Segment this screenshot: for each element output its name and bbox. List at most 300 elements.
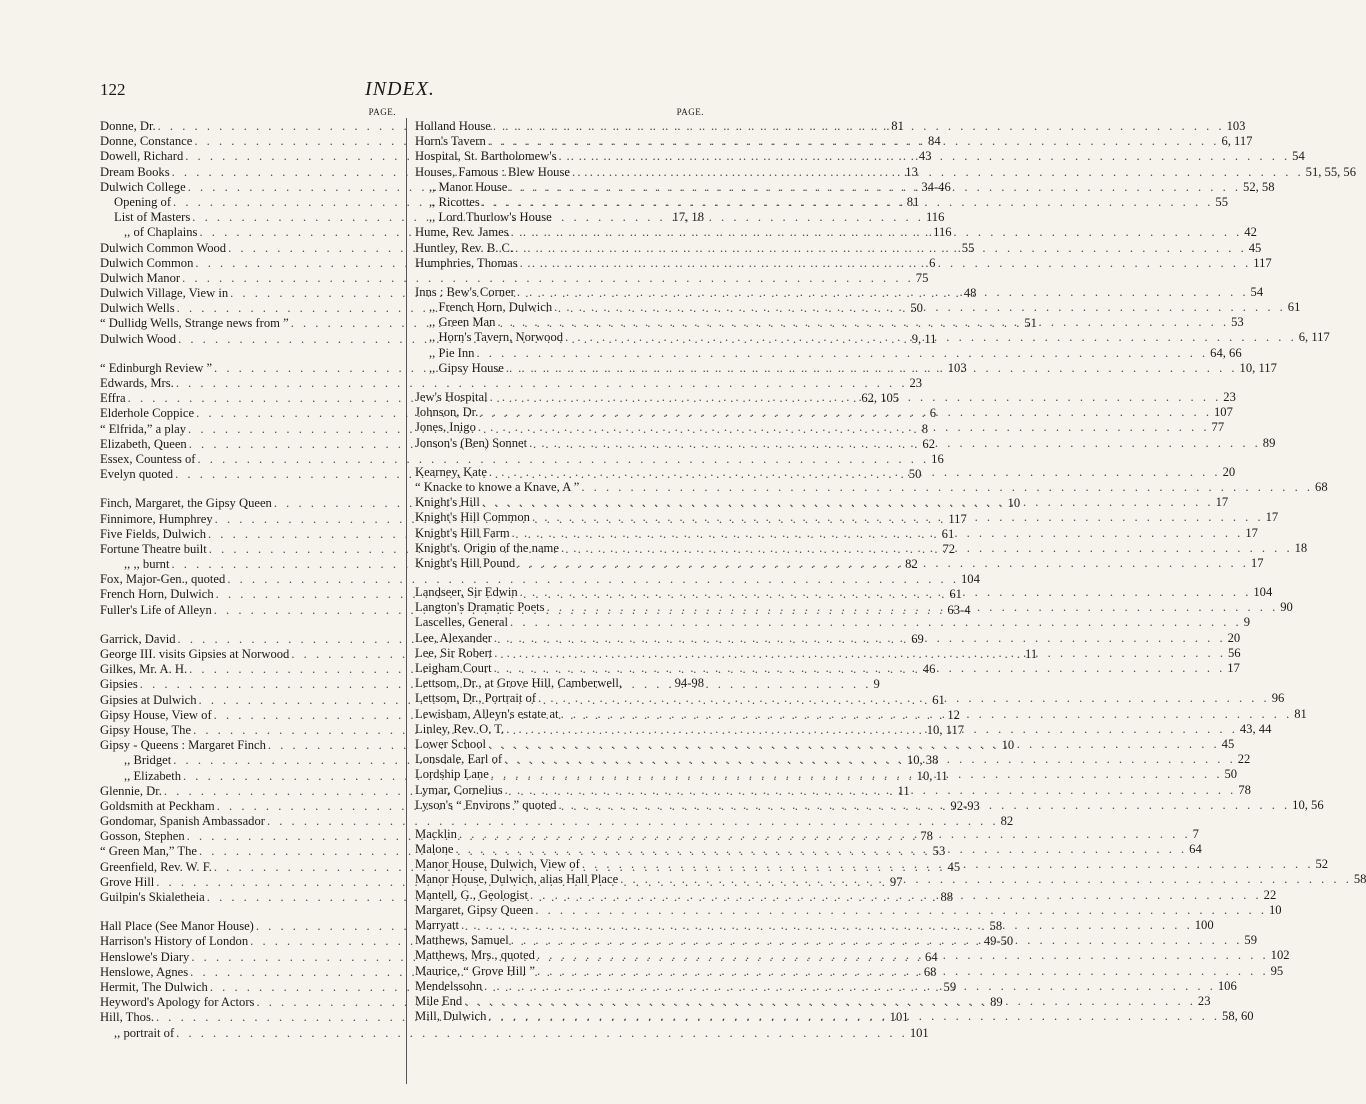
leader-dots xyxy=(492,646,1228,661)
index-entry-term: Essex, Countess of xyxy=(100,451,196,466)
index-entry-term: Dulwich Wood xyxy=(100,331,177,346)
index-entry-term: Hill, Thos. xyxy=(100,1010,154,1025)
leader-dots xyxy=(518,585,1254,600)
index-entry-term: ,, of Chaplains xyxy=(124,225,198,240)
index-entry-term: Hall Place (See Manor House) xyxy=(100,919,254,934)
index-entry-term: List of Masters xyxy=(114,210,191,225)
index-entry-term: ,, Ricottes xyxy=(429,194,480,209)
index-entry-page: 50 xyxy=(1224,767,1238,782)
index-entry-page: 103 xyxy=(947,360,967,375)
index-entry-page: 58, 60 xyxy=(1222,1009,1254,1024)
index-entry-page: 54 xyxy=(1292,149,1305,164)
index-entry-term: Elizabeth, Queen xyxy=(100,436,187,451)
index-entry-term: Gipsy - Queens : Margaret Finch xyxy=(100,738,266,753)
column-divider xyxy=(406,118,407,1084)
index-entry-term: Dulwich Wells xyxy=(100,301,175,316)
page-number: 122 xyxy=(100,80,126,99)
leader-dots xyxy=(457,827,1193,842)
leader-dots xyxy=(559,541,1295,556)
index-entry-term: Five Fields, Dulwich xyxy=(100,526,206,541)
index-entry-term: Johnson, Dr. xyxy=(415,405,479,420)
index-entry-page: 89 xyxy=(1262,435,1276,450)
index-entry-term: ,, Lord Thurlow's House xyxy=(429,210,552,225)
index-entry-page: 104 xyxy=(961,572,980,587)
index-entry-term: Margaret, Gipsy Queen xyxy=(415,902,534,917)
index-entry-page: 6 xyxy=(929,255,936,270)
index-entry-term: “ Elfrida,” a play xyxy=(100,421,187,436)
leader-dots xyxy=(536,691,1272,706)
index-entry-term: ,, Horn's Tavern, Norwood xyxy=(429,330,564,345)
index-entry-term: Mantell, G., Geologist xyxy=(415,887,528,902)
index-entry-page: 22 xyxy=(1263,887,1277,902)
index-entry-term: Jonson's (Ben) Sonnet xyxy=(415,435,528,450)
index-entry-page: 11 xyxy=(897,783,910,798)
index-entry-page: 69 xyxy=(911,631,924,646)
index-entry-page: 11 xyxy=(1025,647,1038,661)
index-entry-page: 9, 11 xyxy=(911,331,937,346)
index-entry-term: Donne, Dr. xyxy=(100,119,156,133)
index-entry-term: Finnimore, Humphrey xyxy=(100,511,213,526)
index-entry-page: 13 xyxy=(905,164,918,179)
index-entry-term: ,, Pie Inn xyxy=(429,345,475,360)
index-entry-term: Dulwich College xyxy=(100,179,186,194)
leader-dots xyxy=(535,964,1271,979)
index-entry-page: 101 xyxy=(889,1010,909,1025)
index-entry-term: Lyson's “ Environs ” quoted xyxy=(415,797,557,812)
leader-dots xyxy=(504,361,1240,376)
index-entry-term: Horn's Tavern xyxy=(415,134,486,149)
index-entry-term: Harrison's History of London xyxy=(100,934,249,949)
index-entry-term: Manor House, Dulwich, View of xyxy=(415,857,580,872)
index-entry-term: Greenfield, Rev. W. F. xyxy=(100,859,212,874)
index-entry-page: 53 xyxy=(932,844,946,859)
index-entry-page: 20 xyxy=(1227,630,1241,645)
index-entry xyxy=(415,615,1250,630)
leader-dots xyxy=(559,707,1295,722)
index-entry-page: 43, 44 xyxy=(1239,721,1272,736)
index-entry xyxy=(415,255,1272,271)
index-entry-term: Langton's Dramatic Poets xyxy=(415,600,545,615)
index-entry-page: 62 xyxy=(922,436,935,451)
leader-dots xyxy=(552,300,1288,315)
index-entry-term: Humphries, Thomas xyxy=(415,255,518,270)
index-entry xyxy=(100,376,923,391)
index-entry-term: French Horn, Dulwich xyxy=(100,587,214,602)
index-entry-page: 55 xyxy=(1215,194,1228,209)
index-entry-page: 101 xyxy=(909,1025,929,1040)
index-entry-page: 12 xyxy=(947,707,960,722)
index-entry-term: Gondomar, Spanish Ambassador xyxy=(100,814,265,829)
index-entry-term: Evelyn quoted xyxy=(100,467,174,482)
index-entry-page: 49-50 xyxy=(983,934,1014,949)
leader-dots xyxy=(459,918,1195,933)
index-entry-page: 6, 117 xyxy=(1221,134,1253,149)
index-entry-term: Jones, Inigo xyxy=(415,420,476,435)
index-entry-page: 16 xyxy=(931,451,944,466)
index-entry-term: Dowell, Richard xyxy=(100,149,184,164)
index-entry-page: 81 xyxy=(1294,706,1307,721)
index-entry xyxy=(415,345,1242,361)
index-entry-page: 72 xyxy=(942,541,956,556)
index-entry-term: Goldsmith at Peckham xyxy=(100,798,215,813)
index-entry-term: Jew's Hospital xyxy=(415,390,488,404)
leader-dots xyxy=(492,631,1228,646)
index-entry-term: ,, Manor House xyxy=(429,179,508,194)
leader-dots xyxy=(174,1026,910,1041)
index-entry-term: Inns : Bew's Corner xyxy=(415,284,515,299)
index-entry-page: 17 xyxy=(1265,510,1279,525)
index-entry-term: George III. visits Gipsies at Norwood xyxy=(100,647,290,661)
index-entry xyxy=(415,405,1233,420)
leader-dots xyxy=(570,165,1306,180)
index-entry-term: Lewisham, Alleyn's estate at xyxy=(415,706,559,721)
index-section-gap xyxy=(100,347,396,361)
index-entry-page: 102 xyxy=(1270,948,1290,963)
index-entry-term: Knight's Hill Common xyxy=(415,510,530,525)
index-entry-term: Lower School xyxy=(415,736,486,751)
index-section-gap xyxy=(415,376,704,390)
index-entry-page: 77 xyxy=(1211,420,1225,435)
index-entry-page: 17 xyxy=(1250,555,1264,570)
leader-dots xyxy=(486,1009,1222,1024)
index-entry-page: 94-98 xyxy=(674,676,704,691)
leader-dots xyxy=(476,420,1212,435)
index-entry-page: 10 xyxy=(1269,902,1282,917)
index-entry-page: 58 xyxy=(1353,872,1366,887)
index-entry-term: ,, Bridget xyxy=(124,753,172,768)
index-entry-term: Lettsom, Dr., Portrait of xyxy=(415,691,537,706)
running-head: INDEX. xyxy=(365,78,435,100)
index-entry-page: 107 xyxy=(1214,405,1233,420)
index-entry-page: 55 xyxy=(961,240,975,255)
leader-dots xyxy=(530,510,1266,525)
leader-dots xyxy=(492,661,1228,676)
leader-dots xyxy=(556,798,1292,813)
index-entry-page: 34-46 xyxy=(921,179,951,194)
index-entry-term: Lascelles, General xyxy=(415,615,509,630)
index-entry-page: 8 xyxy=(921,421,928,436)
leader-dots xyxy=(478,405,1214,420)
leader-dots xyxy=(510,526,1246,541)
index-entry-page: 9 xyxy=(1243,615,1250,630)
index-entry-page: 10, 11 xyxy=(916,768,948,783)
index-entry-page: 10, 38 xyxy=(906,753,939,768)
index-entry-term: Hume, Rev. James xyxy=(415,225,509,240)
index-entry-term: Mill, Dulwich xyxy=(415,1009,487,1024)
index-entry-term: Malone xyxy=(415,842,454,857)
leader-dots xyxy=(579,480,1315,495)
index-entry-term: Linley, Rev. O. T. xyxy=(415,721,505,736)
index-entry-page: 50 xyxy=(908,467,922,482)
leader-dots xyxy=(533,903,1269,918)
leader-dots xyxy=(482,979,1218,994)
index-entry-page: 45 xyxy=(947,859,961,874)
index-entry-term: Dulwich Common xyxy=(100,255,194,270)
index-entry-page: 45 xyxy=(1248,240,1262,255)
index-entry-term: Landseer, Sir Edwin xyxy=(415,585,518,600)
index-entry-term: Henslowe's Diary xyxy=(100,949,190,964)
index-entry-term: Gipsies xyxy=(100,677,138,692)
index-entry-term: Knight's Hill Farm xyxy=(415,525,510,540)
index-entry-page: 42 xyxy=(1244,225,1257,240)
index-entry-term: Fortune Theatre built xyxy=(100,541,207,556)
leader-dots xyxy=(487,465,1223,480)
index-entry-page: 23 xyxy=(909,376,923,390)
index-entry-page: 64 xyxy=(925,949,938,964)
index-entry-term: Hospital, St. Bartholomew's xyxy=(415,149,557,164)
index-entry xyxy=(100,572,980,587)
index-entry-page: 6 xyxy=(929,406,937,421)
index-entry-term: Effra xyxy=(100,391,126,406)
leader-dots xyxy=(545,600,1281,615)
index-section-gap xyxy=(100,905,396,919)
index-entry-term: Dream Books xyxy=(100,164,170,179)
leader-dots xyxy=(474,346,1210,361)
index-entry-page: 10, 117 xyxy=(926,722,965,737)
leader-dots xyxy=(504,722,1240,737)
index-entry-term: Maurice, “ Grove Hill ” xyxy=(415,963,535,978)
index-section-gap xyxy=(100,618,396,632)
index-entry-term: Leigham Court xyxy=(415,661,492,675)
index-entry-term: “ Knacke to knowe a Knave, A ” xyxy=(415,479,580,494)
index-entry-page: 17 xyxy=(1227,661,1240,675)
index-entry-term: Matthews, Samuel xyxy=(415,933,509,948)
index-entry-term: ,, ,, burnt xyxy=(124,557,170,572)
page-column-label: PAGE. xyxy=(676,107,704,117)
index-entry-page: 81 xyxy=(906,194,920,209)
index-entry-page: 6, 117 xyxy=(1298,330,1330,345)
index-entry-term: Mile End xyxy=(415,993,463,1008)
index-entry-term: Huntley, Rev. B. C. xyxy=(415,240,514,255)
index-entry-page: 23 xyxy=(1197,993,1211,1008)
index-section-gap xyxy=(415,271,704,285)
leader-dots xyxy=(491,119,1227,134)
leader-dots xyxy=(535,948,1271,963)
index-entry-term: Dulwich Village, View in xyxy=(100,286,229,301)
index-entry-page: 90 xyxy=(1280,600,1293,615)
leader-dots xyxy=(488,390,1224,405)
index-section-gap xyxy=(415,571,704,585)
index-entry-term: Macklin xyxy=(415,826,457,841)
index-entry-term: ,, Elizabeth xyxy=(124,768,181,783)
index-entry-page: 63-4 xyxy=(947,602,971,617)
index-entry-page: 59 xyxy=(943,979,957,994)
index-entry-page: 61 xyxy=(949,587,962,602)
index-entry-page: 52, 58 xyxy=(1243,179,1275,194)
index-entry-page: 88 xyxy=(940,890,954,904)
index-section-gap xyxy=(100,482,396,496)
index-entry-page: 18 xyxy=(1294,540,1308,555)
index-entry-page: 84 xyxy=(928,134,941,149)
index-entry-page: 46 xyxy=(922,662,936,677)
index-entry-term: Hermit, The Dulwich xyxy=(100,979,208,994)
index-entry-term: “ Edinburgh Review ” xyxy=(100,360,213,375)
index-entry xyxy=(415,676,704,691)
index-entry-page: 116 xyxy=(933,225,952,240)
leader-dots xyxy=(480,195,1216,210)
index-entry-page: 61 xyxy=(1287,300,1301,315)
index-entry xyxy=(100,451,944,467)
index-entry-page: 54 xyxy=(1250,284,1264,299)
index-entry-term: Opening of xyxy=(114,194,172,209)
leader-dots xyxy=(507,180,1243,195)
index-entry-term: “ Dullidg Wells, Strange news from ” xyxy=(100,316,289,331)
leader-dots xyxy=(509,933,1245,948)
index-entry-page: 117 xyxy=(1253,255,1272,270)
index-entry xyxy=(415,902,1282,918)
index-entry-page: 59 xyxy=(1244,933,1258,948)
index-entry-page: 20 xyxy=(1222,464,1236,479)
index-entry-term: Gipsy House, View of xyxy=(100,707,212,722)
index-entry-term: Kearney, Kate xyxy=(415,464,487,479)
index-entry-term: Houses, Famous : Blew House xyxy=(415,164,570,179)
index-entry-page: 116 xyxy=(925,210,945,225)
index-entry-page: 48 xyxy=(963,286,977,301)
index-entry-page: 43 xyxy=(918,149,932,164)
index-entry-page: 92-93 xyxy=(950,798,980,813)
index-entry-page: 82 xyxy=(905,557,918,572)
leader-dots xyxy=(502,752,1238,767)
index-entry-term: Edwards, Mrs. xyxy=(100,376,174,390)
index-entry-page: 117 xyxy=(948,511,967,526)
index-entry-page: 81 xyxy=(891,119,904,133)
leader-dots xyxy=(518,256,1254,271)
index-entry-term: Fox, Major-Gen., quoted xyxy=(100,572,226,587)
index-entry-term: Knight's Hill Pound xyxy=(415,555,516,570)
leader-dots xyxy=(462,994,1198,1009)
index-entry-term: Manor House, Dulwich, alias Hall Place xyxy=(415,872,619,887)
index-entry-term: Gosson, Stephen xyxy=(100,829,185,844)
leader-dots xyxy=(503,783,1239,798)
index-entry-page: 95 xyxy=(1270,963,1284,978)
index-entry-page: 97 xyxy=(889,874,903,889)
index-entry-term: Grove Hill xyxy=(100,874,155,889)
index-entry-page: 10 xyxy=(1007,496,1021,511)
index-entry-term: Glennie, Dr. xyxy=(100,783,162,798)
index-entry-page: 68 xyxy=(923,964,937,979)
index-entry-page: 56 xyxy=(1227,645,1241,660)
index-entry-term: Elderhole Coppice xyxy=(100,406,195,421)
index-entry-page: 22 xyxy=(1237,752,1251,767)
leader-dots xyxy=(618,872,1354,887)
leader-dots xyxy=(580,857,1316,872)
leader-dots xyxy=(486,134,1222,149)
index-entry-page: 62, 105 xyxy=(861,391,900,406)
index-entry-page: 68 xyxy=(1315,479,1328,494)
index-entry-page: 64 xyxy=(1189,842,1202,857)
index-entry-page: 10, 56 xyxy=(1292,797,1324,812)
leader-dots xyxy=(513,241,1249,256)
index-entry-term: Matthews, Mrs., quoted xyxy=(415,948,535,963)
leader-dots xyxy=(453,842,1189,857)
index-entry-page: 61 xyxy=(932,692,945,707)
leader-dots xyxy=(489,767,1225,782)
leader-dots xyxy=(515,285,1251,300)
index-entry-page: 51, 55, 56 xyxy=(1305,164,1357,179)
index-entry-page: 78 xyxy=(920,829,933,844)
index-entry-page: 106 xyxy=(1217,978,1237,993)
index-entry-term: Knight's. Origin of the name xyxy=(415,540,559,555)
index-entry-term: Guilpin's Skialetheia xyxy=(100,890,205,904)
index-entry-page: 61 xyxy=(941,526,955,541)
leader-dots xyxy=(480,495,1216,510)
index-entry xyxy=(100,270,929,286)
page-column-label: PAGE. xyxy=(368,107,396,117)
leader-dots xyxy=(563,330,1299,345)
index-entry-term: Holland House xyxy=(415,119,491,133)
index-entry-page: 50 xyxy=(910,301,923,316)
index-section-gap xyxy=(415,451,704,465)
index-entry-term: Finch, Margaret, the Gipsy Queen xyxy=(100,496,272,511)
index-entry-page: 75 xyxy=(915,270,929,285)
index-entry-term: Gilkes, Mr. A. H. xyxy=(100,662,188,677)
index-entry xyxy=(100,1025,929,1041)
index-entry-page: 17, 18 xyxy=(672,210,704,225)
index-entry-page: 10 xyxy=(1001,738,1015,753)
index-entry-term: ,, Green Man xyxy=(429,315,496,330)
leader-dots xyxy=(528,888,1264,903)
index-entry-term: Gipsies at Dulwich xyxy=(100,692,197,707)
index-entry-term: Lordship Lane xyxy=(415,767,489,782)
index-entry-term: Knight's Hill xyxy=(415,495,480,510)
index-entry-term: Gipsy House, The xyxy=(100,722,192,737)
index-entry-term: Donne, Constance xyxy=(100,134,193,149)
index-entry-term: Lee, Sir Robert xyxy=(415,645,493,660)
leader-dots xyxy=(508,615,1244,630)
index-entry-term: Dulwich Manor xyxy=(100,270,181,285)
index-entry-page: 51 xyxy=(1024,316,1037,331)
index-entry xyxy=(415,479,1328,495)
index-entry-term: Lettsom, Dr., at Grove Hill, Camberwell, xyxy=(415,676,623,691)
index-entry-term: Dulwich Common Wood xyxy=(100,240,227,255)
index-entry-page: 64, 66 xyxy=(1210,345,1242,360)
index-entry-page: 52 xyxy=(1315,857,1329,872)
leader-dots xyxy=(515,556,1251,571)
index-entry-term: ,, portrait of xyxy=(114,1025,175,1040)
index-entry-page: 89 xyxy=(990,995,1003,1010)
index-entry-page: 104 xyxy=(1253,585,1273,600)
index-entry-page: 45 xyxy=(1221,736,1235,751)
index-entry xyxy=(100,814,1014,829)
index-entry-term: Henslowe, Agnes xyxy=(100,964,189,979)
leader-dots xyxy=(486,737,1222,752)
leader-dots xyxy=(495,315,1231,330)
index-entry-page: 53 xyxy=(1231,315,1244,330)
index-entry xyxy=(415,210,704,225)
leader-dots xyxy=(527,436,1263,451)
index-entry-term: ,, Gipsy House xyxy=(429,360,504,375)
leader-dots xyxy=(557,149,1293,164)
index-entry-page: 96 xyxy=(1271,691,1285,706)
index-entry-page: 17 xyxy=(1215,495,1229,510)
index-entry-page: 100 xyxy=(1194,918,1214,932)
index-entry-page: 23 xyxy=(1223,390,1236,404)
index-entry-term: Lonsdale, Earl of xyxy=(415,752,503,767)
index-entry-term: Garrick, David xyxy=(100,631,176,646)
index-entry-term: “ Green Man,” The xyxy=(100,844,197,859)
index-entry-term: Fuller's Life of Alleyn xyxy=(100,602,212,617)
index-entry-page: 58 xyxy=(989,919,1003,934)
index-entry-term: Lee, Alexander xyxy=(415,630,492,645)
index-entry-term: Heyword's Apology for Actors xyxy=(100,995,255,1010)
index-entry-term: Lymar, Cornelius xyxy=(415,782,503,797)
index-entry-page: 10, 117 xyxy=(1239,360,1277,375)
index-entry-page: 17 xyxy=(1245,525,1258,540)
leader-dots xyxy=(509,225,1245,240)
index-entry-page: 78 xyxy=(1238,782,1251,797)
index-entry-page: 82 xyxy=(1000,814,1014,829)
index-entry-page: 103 xyxy=(1226,119,1246,133)
